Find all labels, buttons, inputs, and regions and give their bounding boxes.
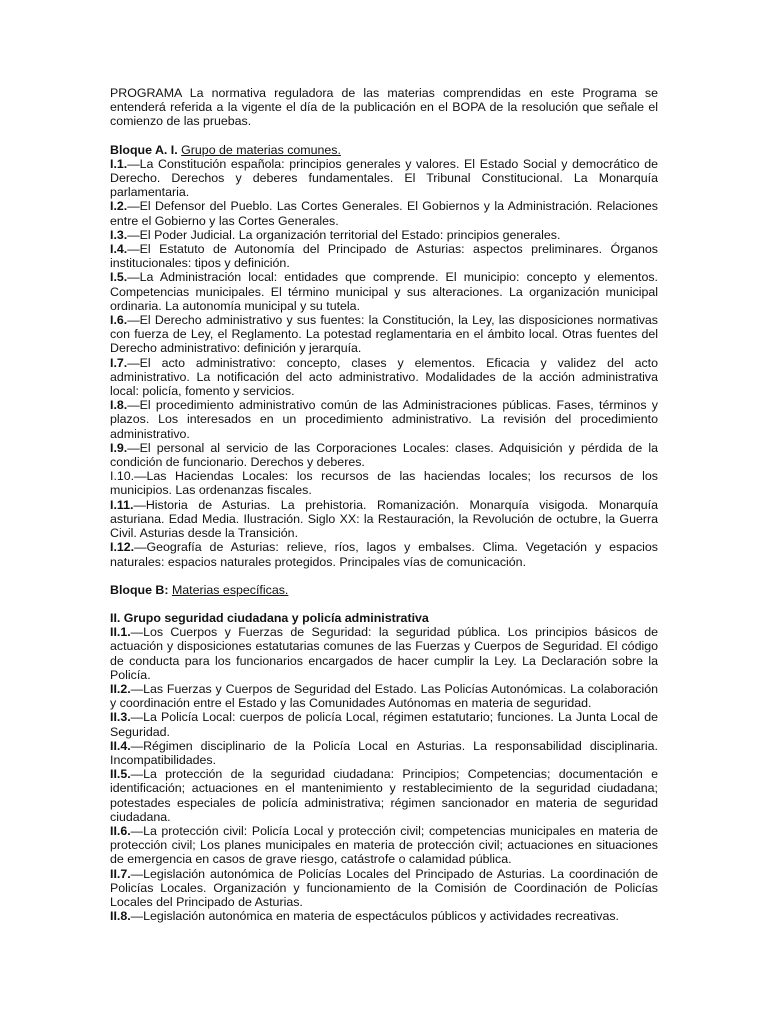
item-number: I.10. — [110, 469, 135, 484]
list-item — [110, 682, 658, 710]
bloque-a-list — [110, 157, 658, 569]
list-item — [110, 909, 658, 923]
item-text: —El Defensor del Pueblo. Las Cortes Generales. El Gobiernos y la Administración. Relaciones entre el Gobierno y las Cortes Generales. — [110, 199, 658, 228]
item-number: II.5. — [110, 767, 131, 782]
item-number: I.12. — [110, 540, 135, 555]
item-text: —El Poder Judicial. La organización territorial del Estado: principios generales. — [127, 227, 561, 242]
spacer — [110, 597, 658, 611]
item-text: —Geografía de Asturias: relieve, ríos, lagos y embalses. Clima. Vegetación y espacios naturales: espacios naturales protegidos. Principales vías de comunicación. — [110, 540, 658, 569]
item-number: I.8. — [110, 398, 128, 413]
list-item — [110, 199, 658, 227]
bloque-b-title: Materias específicas. — [171, 582, 289, 597]
item-text: —La protección de la seguridad ciudadana: Principios; Competencias; documentación e identificación; actuaciones en el mantenimiento y restablecimiento de la seguridad ciudadana; potestades especiales de policía administrativa; régimen sancionador en materia de seguridad ciudadana. — [110, 767, 658, 824]
bloque-a-heading — [110, 143, 658, 157]
item-text: —El personal al servicio de las Corporaciones Locales: clases. Adquisición y pérdida de la condición de funcionario. Derechos y deberes. — [110, 440, 658, 470]
item-text: —Régimen disciplinario de la Policía Local en Asturias. La responsabilidad disciplinaria. Incompatibilidades. — [110, 738, 658, 767]
list-item — [110, 313, 658, 356]
item-number: II.1. — [110, 625, 131, 640]
item-text: —El acto administrativo: concepto, clases y elementos. Eficacia y validez del acto administrativo. La notificación del acto administrativo. Modalidades de la acción administrativa local: policía, fomento y servicios. — [110, 355, 658, 399]
bloque-a-label: Bloque A. I. — [110, 142, 178, 157]
list-item — [110, 710, 658, 738]
item-number: II.6. — [110, 823, 131, 838]
list-item — [110, 767, 658, 824]
list-item — [110, 398, 658, 441]
spacer — [110, 129, 658, 143]
item-text: —Legislación autonómica en materia de espectáculos públicos y actividades recreativas. — [130, 909, 619, 924]
item-number: I.7. — [110, 355, 128, 370]
list-item — [110, 228, 658, 242]
list-item — [110, 498, 658, 541]
item-number: I.1. — [110, 156, 128, 171]
item-number: II.4. — [110, 738, 131, 753]
item-number: II.7. — [110, 866, 131, 881]
grupo-ii-heading: II. Grupo seguridad ciudadana y policía administrativa — [110, 610, 429, 625]
item-number: II.2. — [110, 681, 131, 696]
spacer — [110, 569, 658, 583]
bloque-b-label: Bloque B: — [110, 582, 169, 597]
item-text: —Las Haciendas Locales: los recursos de las haciendas locales; los recursos de los municipios. Las ordenanzas fiscales. — [110, 469, 658, 498]
item-number: II.3. — [110, 710, 131, 725]
grupo-ii-list — [110, 625, 658, 923]
item-number: I.5. — [110, 270, 128, 285]
item-number: I.2. — [110, 199, 128, 214]
item-number: II.8. — [110, 909, 131, 924]
item-number: I.3. — [110, 227, 128, 242]
item-number: I.9. — [110, 440, 128, 455]
item-text: —El Derecho administrativo y sus fuentes: la Constitución, la Ley, las disposiciones normativas con fuerza de Ley, el Reglamento. La potestad reglamentaria en el ámbito local. Otras fuentes del Derecho administrativo: definición y jerarquía. — [110, 313, 658, 356]
bloque-a-title: Grupo de materias comunes. — [181, 142, 341, 157]
list-item — [110, 824, 658, 867]
item-text: —La protección civil: Policía Local y protección civil; competencias municipales en materia de protección civil; Los planes municipales en materia de protección civil; actuaciones en situaciones de emergencia en casos de grave riesgo, catástrofe o calamidad pública. — [110, 823, 658, 867]
item-text: —Las Fuerzas y Cuerpos de Seguridad del Estado. Las Policías Autonómicas. La colaboración y coordinación entre el Estado y las Comunidades Autónomas en materia de seguridad. — [110, 681, 658, 711]
item-number: I.11. — [110, 497, 134, 512]
list-item — [110, 625, 658, 682]
list-item — [110, 469, 658, 497]
item-text: —La Policía Local: cuerpos de policía Local, régimen estatutario; funciones. La Junta Local de Seguridad. — [110, 710, 658, 739]
item-text: —El procedimiento administrativo común de las Administraciones públicas. Fases, términos y plazos. Los interesados en un procedimiento administrativo. La revisión del procedimiento administrativo. — [110, 398, 658, 441]
item-number: I.4. — [110, 242, 128, 257]
list-item — [110, 157, 658, 200]
list-item — [110, 270, 658, 313]
item-text: —Legislación autonómica de Policías Locales del Principado de Asturias. La coordinación de Policías Locales. Organización y funcionamiento de la Comisión de Coordinación de Policías Locales del Principado de Asturias. — [110, 866, 658, 909]
item-text: —La Constitución española: principios generales y valores. El Estado Social y democrático de Derecho. Derechos y deberes fundamentales. El Tribunal Constitucional. La Monarquía parlamentaria. — [110, 156, 658, 200]
list-item — [110, 356, 658, 399]
item-text: —El Estatuto de Autonomía del Principado de Asturias: aspectos preliminares. Órganos institucionales: tipos y definición. — [110, 242, 658, 271]
item-text: —Historia de Asturias. La prehistoria. Romanización. Monarquía visigoda. Monarquía asturiana. Edad Media. Ilustración. Siglo XX: la Restauración, la Revolución de octubre, la Guerra Civil. Asturias desde la Transición. — [110, 497, 658, 541]
bloque-b-heading — [110, 583, 658, 597]
item-text: —La Administración local: entidades que comprende. El municipio: concepto y elementos. Competencias municipales. El término municipal y sus alteraciones. La organización municipal ordinaria. La autonomía municipal y su tutela. — [110, 270, 658, 313]
document-page — [110, 86, 658, 923]
item-text: —Los Cuerpos y Fuerzas de Seguridad: la seguridad pública. Los principios básicos de actuación y disposiciones estatutarias comunes de las Fuerzas y Cuerpos de Seguridad. El código de conducta para los funcionarios encargados de hacer cumplir la Ley. La Declaración sobre la Policía. — [110, 625, 658, 682]
item-number: I.6. — [110, 313, 128, 328]
list-item — [110, 242, 658, 270]
list-item — [110, 441, 658, 469]
list-item — [110, 540, 658, 568]
list-item — [110, 739, 658, 767]
list-item — [110, 867, 658, 910]
intro-paragraph: PROGRAMA La normativa reguladora de las materias comprendidas en este Programa se entenderá referida a la vigente el día de la publicación en el BOPA de la resolución que señale el comienzo de las pruebas. — [110, 86, 658, 129]
